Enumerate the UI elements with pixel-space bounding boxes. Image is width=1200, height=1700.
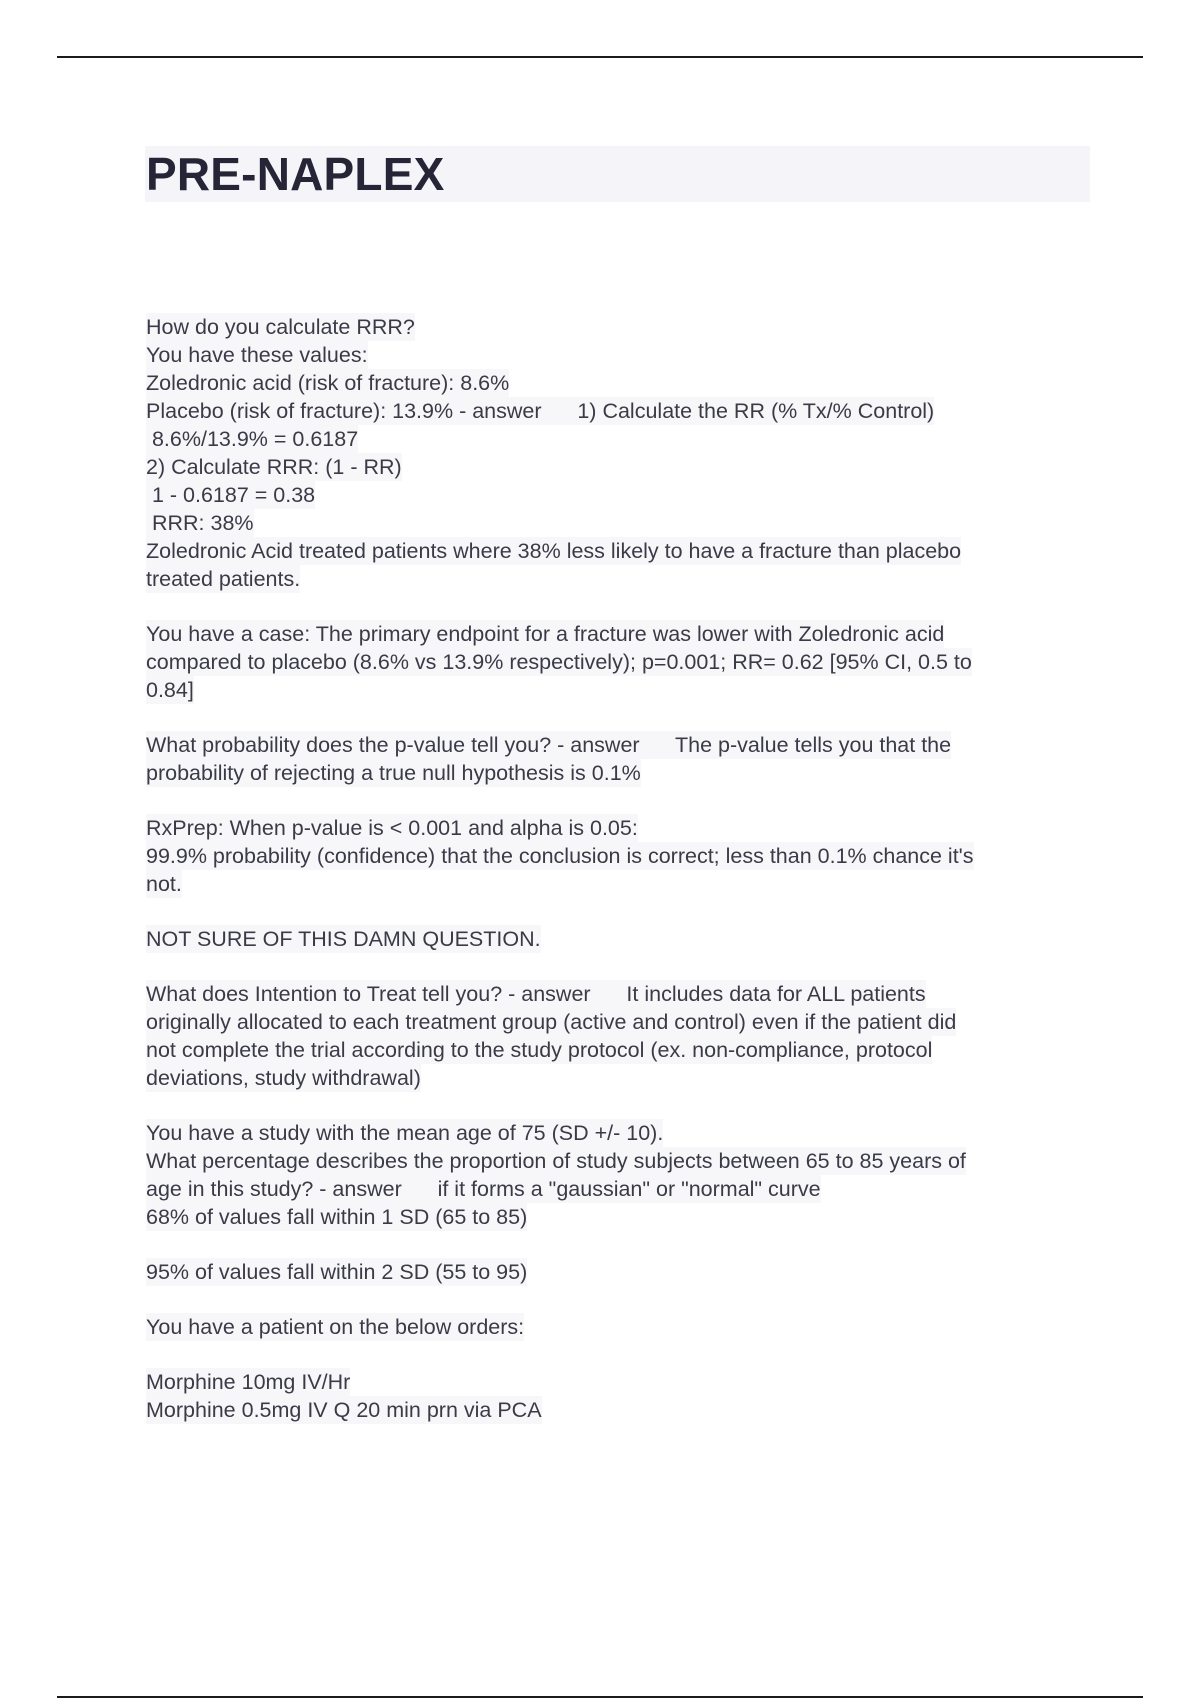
text-line: 68% of values fall within 1 SD (65 to 85) — [146, 1205, 528, 1229]
paragraph — [146, 980, 1091, 1092]
text-line: Morphine 10mg IV/Hr — [146, 1370, 351, 1394]
text-line: probability of rejecting a true null hypothesis is 0.1% — [146, 761, 641, 785]
text-line: What does Intention to Treat tell you? - answer It includes data for ALL patients — [146, 982, 926, 1006]
text-line: NOT SURE OF THIS DAMN QUESTION. — [146, 927, 541, 951]
text-line: 2) Calculate RRR: (1 - RR) — [146, 455, 402, 479]
text-line: deviations, study withdrawal) — [146, 1066, 421, 1090]
bottom-rule — [57, 1696, 1143, 1698]
text-line: treated patients. — [146, 567, 301, 591]
paragraph — [146, 1368, 1091, 1424]
paragraph — [146, 313, 1091, 593]
paragraph — [146, 1313, 1091, 1341]
paragraph — [146, 1119, 1091, 1231]
text-line: You have a case: The primary endpoint for a fracture was lower with Zoledronic acid — [146, 622, 945, 646]
page-title: PRE-NAPLEX — [146, 148, 445, 200]
text-line: RRR: 38% — [146, 511, 254, 535]
text-line: How do you calculate RRR? — [146, 315, 415, 339]
text-line: originally allocated to each treatment group (active and control) even if the patient did — [146, 1010, 957, 1034]
text-line: Zoledronic Acid treated patients where 38% less likely to have a fracture than placebo — [146, 539, 962, 563]
text-line: 1 - 0.6187 = 0.38 — [146, 483, 316, 507]
text-line: You have a patient on the below orders: — [146, 1315, 525, 1339]
text-line: compared to placebo (8.6% vs 13.9% respectively); p=0.001; RR= 0.62 [95% CI, 0.5 to — [146, 650, 972, 674]
text-line: 95% of values fall within 2 SD (55 to 95) — [146, 1260, 528, 1284]
paragraph — [146, 1258, 1091, 1286]
text-line: RxPrep: When p-value is < 0.001 and alpha is 0.05: — [146, 816, 638, 840]
text-line: You have these values: — [146, 343, 368, 367]
text-line: What percentage describes the proportion of study subjects between 65 to 85 years of — [146, 1149, 966, 1173]
text-line: What probability does the p-value tell you? - answer The p-value tells you that the — [146, 733, 952, 757]
text-line: Placebo (risk of fracture): 13.9% - answer 1) Calculate the RR (% Tx/% Control) — [146, 399, 935, 423]
document-body — [146, 313, 1091, 1451]
text-line: age in this study? - answer if it forms a "gaussian" or "normal" curve — [146, 1177, 821, 1201]
paragraph — [146, 814, 1091, 898]
paragraph — [146, 925, 1091, 953]
text-line: Zoledronic acid (risk of fracture): 8.6% — [146, 371, 510, 395]
text-line: Morphine 0.5mg IV Q 20 min prn via PCA — [146, 1398, 542, 1422]
paragraph — [146, 620, 1091, 704]
text-line: You have a study with the mean age of 75 (SD +/- 10). — [146, 1121, 664, 1145]
paragraph — [146, 731, 1091, 787]
text-line: not. — [146, 872, 182, 896]
text-line: not complete the trial according to the study protocol (ex. non-compliance, protocol — [146, 1038, 933, 1062]
top-rule — [57, 56, 1143, 58]
text-line: 0.84] — [146, 678, 194, 702]
text-line: 8.6%/13.9% = 0.6187 — [146, 427, 359, 451]
text-line: 99.9% probability (confidence) that the conclusion is correct; less than 0.1% chance it's — [146, 844, 974, 868]
